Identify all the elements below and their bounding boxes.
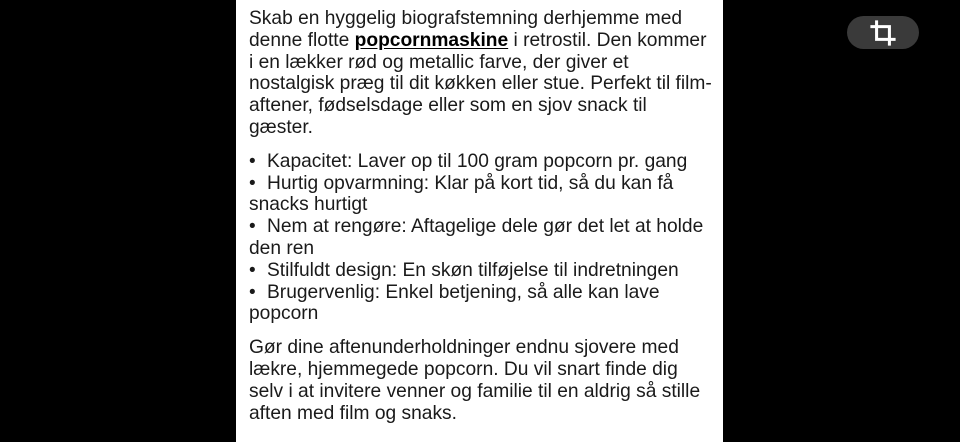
feature-item	[249, 173, 713, 217]
feature-text: Stilfuldt design: En skøn tilføjelse til indretningen	[267, 259, 679, 281]
feature-item	[249, 282, 713, 326]
feature-item	[249, 216, 713, 260]
feature-text: Nem at rengøre: Aftagelige dele gør det let at holde den ren	[249, 216, 704, 259]
crop-icon	[869, 19, 897, 47]
feature-text: Kapacitet: Laver op til 100 gram popcorn pr. gang	[267, 150, 688, 172]
crop-button[interactable]	[847, 16, 919, 49]
bullet-icon: •	[249, 281, 256, 303]
intro-paragraph	[249, 8, 713, 139]
feature-item	[249, 151, 713, 173]
intro-text-start: Skab en hyggelig biografstemning derhjemme med denne flotte	[249, 8, 683, 51]
feature-text: Brugervenlig: Enkel betjening, så alle kan lave popcorn	[249, 281, 660, 325]
bullet-icon: •	[249, 150, 256, 172]
bullet-icon: •	[249, 216, 256, 238]
bullet-icon: •	[249, 259, 256, 281]
text-document-panel	[236, 0, 723, 442]
feature-item	[249, 260, 713, 282]
feature-list	[249, 151, 713, 325]
intro-text-end: i retrostil. Den kommer i en lækker rød og metallic farve, der giver et nostalgisk præg til dit køkken eller stue. Perfekt til film-aftener, fødselsdage eller som en sjov snack til gæster.	[249, 29, 712, 138]
bullet-icon: •	[249, 172, 256, 194]
closing-paragraph: Gør dine aftenunderholdninger endnu sjovere med lækre, hjemmegede popcorn. Du vil snart finde dig selv i at invitere venner og familie til en aldrig så stille aften med film og snaks.	[249, 337, 701, 424]
popcornmaskine-link[interactable]: popcornmaskine	[354, 29, 509, 51]
feature-text: Hurtig opvarmning: Klar på kort tid, så du kan få snacks hurtigt	[249, 172, 674, 216]
